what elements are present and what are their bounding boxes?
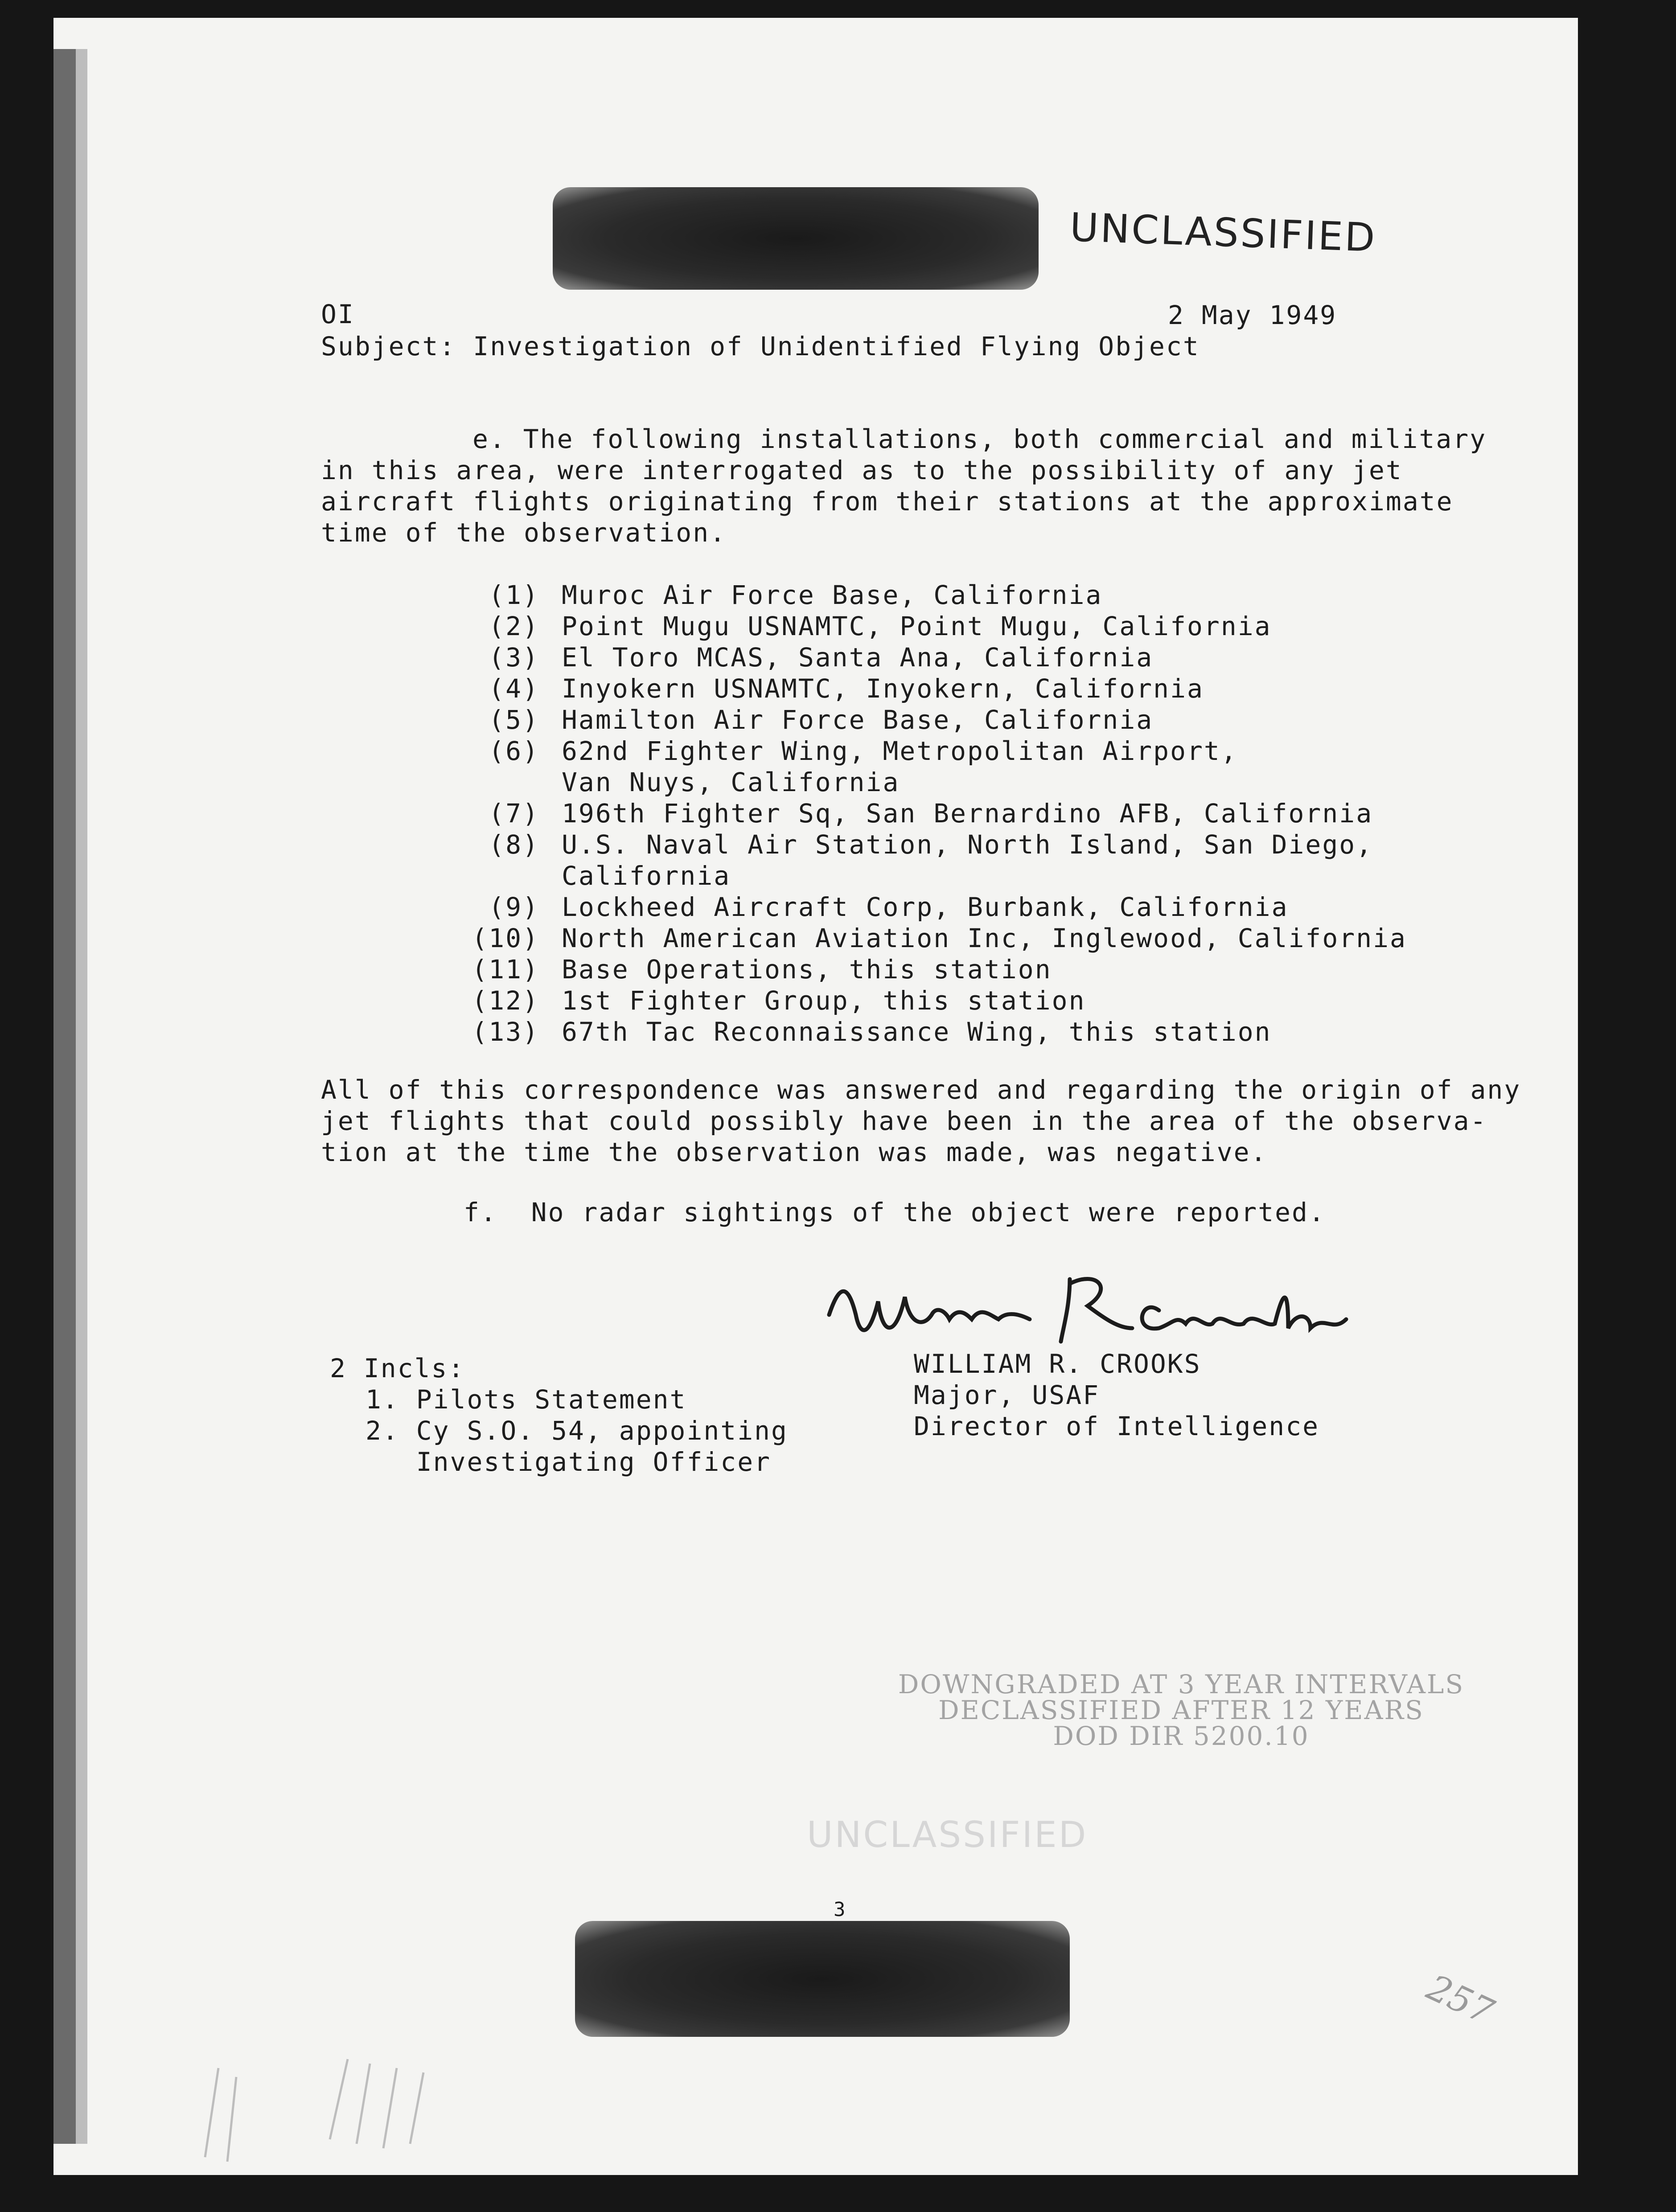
downgrade-line: DOWNGRADED AT 3 YEAR INTERVALS [898, 1669, 1465, 1699]
downgrade-line: DOD DIR 5200.10 [1053, 1721, 1310, 1751]
paragraph-summary-line: All of this correspondence was answered and regarding the origin of any [321, 1075, 1521, 1105]
signer-rank: Major, USAF [914, 1380, 1100, 1410]
list-item: (12) 1st Fighter Group, this station [472, 985, 1086, 1016]
list-item-continuation: Van Nuys, California [562, 767, 900, 797]
inclosure-item: 1. Pilots Statement [366, 1384, 687, 1415]
classification-stamp-bottom: UNCLASSIFIED [807, 1814, 1088, 1855]
redaction-bar-top [553, 187, 1039, 290]
scan-scratches [187, 2050, 455, 2166]
list-item: (4) Inyokern USNAMTC, Inyokern, California [489, 673, 1204, 704]
paragraph-e-line: in this area, were interrogated as to the possibility of any jet [321, 455, 1403, 485]
subject-line: Subject: Investigation of Unidentified Flying Object [321, 331, 1200, 361]
paragraph-summary-line: jet flights that could possibly have been in the area of the observa- [321, 1106, 1487, 1136]
page-number: 3 [834, 1898, 847, 1921]
document-date: 2 May 1949 [1168, 300, 1337, 330]
list-item: (1) Muroc Air Force Base, California [489, 580, 1103, 610]
paragraph-f: f. No radar sightings of the object were reported. [464, 1197, 1326, 1227]
list-item: (6) 62nd Fighter Wing, Metropolitan Airport, [489, 736, 1238, 766]
paragraph-e-line: e. The following installations, both commercial and military [472, 424, 1487, 454]
downgrade-line: DECLASSIFIED AFTER 12 YEARS [938, 1695, 1424, 1725]
binding-shadow [53, 49, 76, 2144]
list-item-continuation: California [562, 861, 731, 891]
paragraph-e-line: aircraft flights originating from their stations at the approximate [321, 486, 1454, 517]
paragraph-summary-line: tion at the time the observation was made, was negative. [321, 1137, 1268, 1167]
classification-stamp-top: UNCLASSIFIED [1069, 204, 1378, 261]
list-item: (7) 196th Fighter Sq, San Bernardino AFB, California [489, 798, 1373, 829]
signer-name: WILLIAM R. CROOKS [914, 1349, 1201, 1379]
paragraph-e [321, 423, 1487, 548]
list-item: (13) 67th Tac Reconnaissance Wing, this station [472, 1017, 1272, 1047]
redaction-bar-bottom [575, 1921, 1070, 2037]
installations-list [450, 579, 1407, 1047]
inclosures-heading: 2 Incls: [330, 1353, 465, 1383]
inclosure-item: Investigating Officer [366, 1447, 772, 1477]
inclosures-block [330, 1353, 788, 1477]
list-item: (9) Lockheed Aircraft Corp, Burbank, California [489, 892, 1289, 922]
list-item: (2) Point Mugu USNAMTC, Point Mugu, California [489, 611, 1272, 641]
list-item: (10) North American Aviation Inc, Inglewood, California [472, 923, 1407, 953]
paragraph-e-line: time of the observation. [321, 517, 727, 548]
list-item: (3) El Toro MCAS, Santa Ana, California [489, 642, 1154, 673]
list-item: (5) Hamilton Air Force Base, California [489, 705, 1154, 735]
binding-edge [76, 49, 87, 2144]
inclosure-item: 2. Cy S.O. 54, appointing [366, 1416, 788, 1446]
handwritten-page-note: 257 [1421, 1966, 1500, 2033]
office-symbol: OI [321, 299, 355, 329]
downgrade-stamp [874, 1671, 1489, 1749]
paragraph-summary [321, 1074, 1521, 1168]
signature-block [914, 1348, 1319, 1442]
list-item: (8) U.S. Naval Air Station, North Island, San Diego, [489, 829, 1373, 860]
signer-title: Director of Intelligence [914, 1411, 1320, 1441]
list-item: (11) Base Operations, this station [472, 954, 1052, 985]
